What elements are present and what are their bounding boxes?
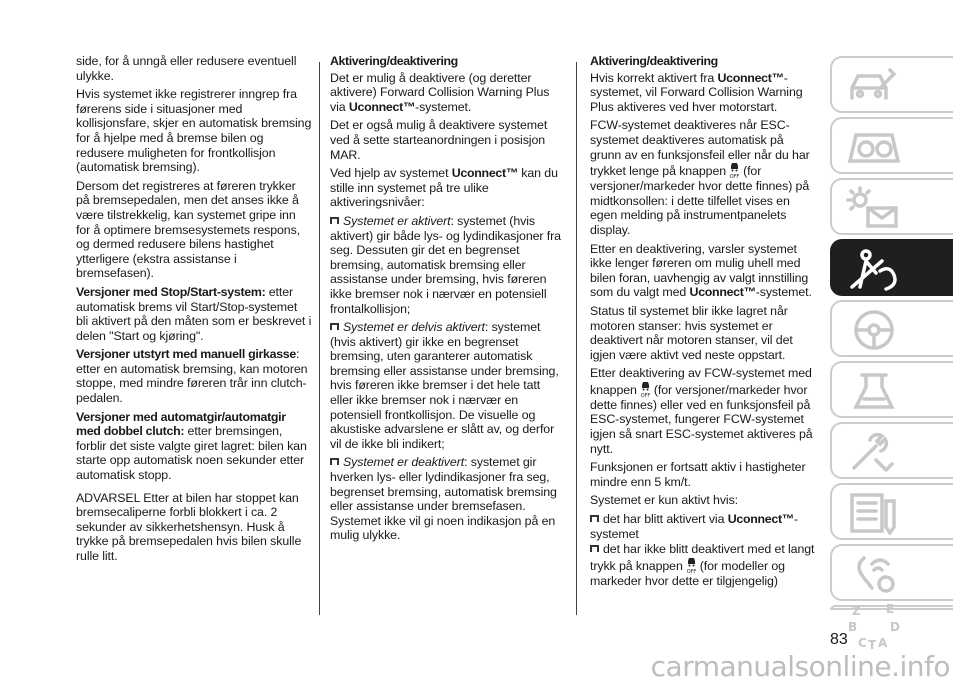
text-column-3 [590,54,818,592]
inline-text: -systemet. [415,99,472,114]
bullet-icon [590,515,599,522]
uconnect-label: Uconnect™ [689,285,756,300]
bullet-item [330,320,566,451]
paragraph: Hvis systemet ikke registrerer inngrep fra førerens side i situasjoner med kollisjonsfare, skjer en automatisk bremsing for å hjelpe med å bremse bilen og redusere muligheten for frontkollisjon (automatisk bremsing). [76,87,312,175]
tab-instruments[interactable] [830,117,953,174]
svg-text:D: D [890,620,900,634]
inline-text: etter automatisk brems vil Start/Stop-systemet bli aktivert på den måten som er beskrevet i delen "Start og kjøring". [76,284,312,343]
inline-text: Det er mulig å deaktivere (og deretter aktivere) Forward Collision Warning Plus via [330,70,550,114]
tab-emergency[interactable] [830,361,953,418]
bullet-icon [330,217,339,224]
uconnect-label: Uconnect™ [451,166,518,181]
safety-airbag-icon [846,247,902,291]
bullet-text: -systemet [590,512,798,541]
inline-label: Versjoner utstyrt med manuell girkasse [76,347,296,362]
inline-text: kan du stille inn systemet på tre ulike aktiveringsnivåer: [330,166,558,210]
section-heading: Aktivering/deaktivering [330,54,458,68]
tab-lights[interactable] [830,178,953,235]
uconnect-label: Uconnect™ [717,70,784,85]
bullet-icon [330,323,339,330]
svg-text:A: A [878,636,888,650]
paragraph [590,71,818,115]
instrument-panel-icon [846,125,902,169]
inline-label: Versjoner med Stop/Start-system: [76,284,266,299]
bullet-term: Systemet er delvis aktivert [343,320,485,335]
inline-text: : etter en automatisk bremsing, kan motoren stoppe, med mindre føreren trår inn clutch-pedalen. [76,347,308,406]
paragraph [590,118,818,237]
bullet-text: : systemet gir hverken lys- eller lydindikasjoner fra seg, begrenset bremsing, automatisk bremsing eller assistanse under bremsefasen. Systemet ikke vil gi noen indikasjon på en mulig ulykke. [330,455,557,543]
bullet-term: Systemet er aktivert [343,213,451,228]
steering-wheel-icon [846,308,902,352]
inline-text: Hvis korrekt aktivert fra [590,70,718,85]
uconnect-label: Uconnect™ [727,512,794,527]
bullet-text: (for modeller og markeder hvor dette er tilgjengelig) [590,558,785,588]
inline-text: -systemet. [755,285,812,300]
bullet-item [330,214,566,316]
paragraph [590,242,818,300]
paragraph: Status til systemet blir ikke lagret når motoren stanser: hvis systemet er deaktivert når motoren stanser, vil det igjen være aktivt ved neste oppstart. [590,303,793,362]
inline-text: (for versjoner/markeder hvor dette finnes) på midtkonsollen: i dette tilfellet vises en egen melding på instrumentpanelets display. [590,164,810,237]
svg-text:OFF: OFF [686,568,696,574]
paragraph [76,285,312,343]
inline-text: (for versjoner/markeder hvor dette finnes) eller ved en funksjonsfeil på ESC-systemet, fungerer FCW-systemet igjen så snart ESC-systemet aktiveres på nytt. [590,382,813,456]
svg-text:C: C [858,636,867,650]
section-heading: Aktivering/deaktivering [590,54,718,68]
inline-text: Etter deaktivering av FCW-systemet med knappen [590,366,812,397]
tab-multimedia[interactable] [830,544,953,601]
bullet-item [330,455,566,543]
svg-text:E: E [886,603,895,616]
bullet-item [590,542,818,588]
uconnect-label: Uconnect™ [348,99,416,114]
text-column-1 [76,54,312,568]
page-number: 83 [830,631,848,648]
paragraph [330,166,566,210]
paragraph: side, for å unngå eller redusere eventuell ulykke. [76,54,297,83]
svg-text:Z: Z [852,604,861,618]
paragraph: Systemet er kun aktivt hvis: [590,493,739,508]
svg-text:B: B [848,620,858,634]
bullet-item [590,512,818,541]
svg-text:OFF: OFF [729,174,740,180]
column-divider [576,62,577,615]
tab-technical-data[interactable] [830,483,953,540]
watermark: carmanualsonline.info [650,650,950,683]
car-dashboard-icon [846,64,902,108]
paragraph [330,71,566,115]
bullet-text: det har ikke blitt deaktivert med et langt trykk på knappen [590,542,815,573]
fcw-off-button-icon [685,557,698,574]
bullet-text: det har blitt aktivert via [603,512,728,527]
emergency-icon [846,369,902,413]
bullet-text: : systemet (hvis aktivert) gir ikke en begrenset bremsing, uten garanterer automatisk bremsing eller assistanse under bremsing, hvis føreren ikke bremser i det hele tatt eller ikke bremser nok i nærvær en potensiell frontkollisjon. De visuelle og akustiske advarslene er slått av, og derfor vil de ikke bli indikert; [330,320,559,451]
tab-starting-driving[interactable] [830,300,953,357]
index-abc-icon [846,603,902,653]
paragraph [76,410,312,483]
tab-maintenance[interactable] [830,422,953,479]
fcw-off-button-icon [639,381,652,398]
fcw-off-button-icon [728,162,741,179]
bullet-icon [590,545,599,552]
bullet-term: Systemet er deaktivert [343,455,465,470]
paragraph [590,366,818,456]
text-column-2 [330,54,566,547]
column-divider [319,62,320,615]
svg-text:OFF: OFF [640,392,651,398]
inline-text: etter bremsingen, forblir det siste valgte giret lagret: bilen kan starte opp automatisk noen sekunder etter automatisk stopp. [76,424,307,483]
tab-safety[interactable] [830,239,953,296]
inline-text: -systemet, vil Forward Collision Warning Plus aktiveres ved hver motorstart. [590,70,803,114]
technical-data-icon [846,491,902,535]
paragraph: Det er også mulig å deaktivere systemet ved å sette starteanordningen i posisjon MAR. [330,118,548,162]
bullet-text: : systemet (hvis aktivert) gir både lys- og lydindikasjoner fra seg. Dessuten gir det en begrenset bremsing, automatisk bremsing eller assistanse under bremsing, hvis føreren ikke bremser nok i nærvær en potensiell frontalkollisjon; [330,213,561,316]
warning-paragraph: ADVARSEL Etter at bilen har stoppet kan bremsecaliperne forbli blokkert i ca. 2 sekunder av sikkerhetshensyn. Husk å trykke på bremsepedalen hvis bilen skulle rulle litt. [76,490,302,563]
multimedia-icon [846,552,902,596]
paragraph [76,347,312,405]
wrench-tools-icon [846,430,902,474]
inline-label: Versjoner med automatgir/automatgir med dobbel clutch: [76,409,286,439]
tab-vehicle[interactable] [830,56,953,113]
inline-text: Etter en deaktivering, varsler systemet ikke lenger føreren om mulig uhell med bilen foran, uavhengig av valgt innstilling som du valgt med [590,241,809,300]
inline-text: Ved hjelp av systemet [330,166,452,181]
inline-text: FCW-systemet deaktiveres når ESC-systemet deaktiveres automatisk på grunn av en funksjonsfeil eller når du har trykket lenge på knappen [590,118,810,179]
lights-message-icon [846,186,902,230]
paragraph: Dersom det registreres at føreren trykker på bremsepedalen, men det anses ikke å være tilstrekkelig, kan systemet gripe inn for å optimere bremsesystemets respons, og dermed redusere bilens hastighet ytterligere (ekstra assistanse i bremsefasen). [76,178,301,281]
bullet-icon [330,458,339,465]
svg-text:T: T [868,638,877,652]
paragraph: Funksjonen er fortsatt aktiv i hastigheter mindre enn 5 km/t. [590,460,806,489]
